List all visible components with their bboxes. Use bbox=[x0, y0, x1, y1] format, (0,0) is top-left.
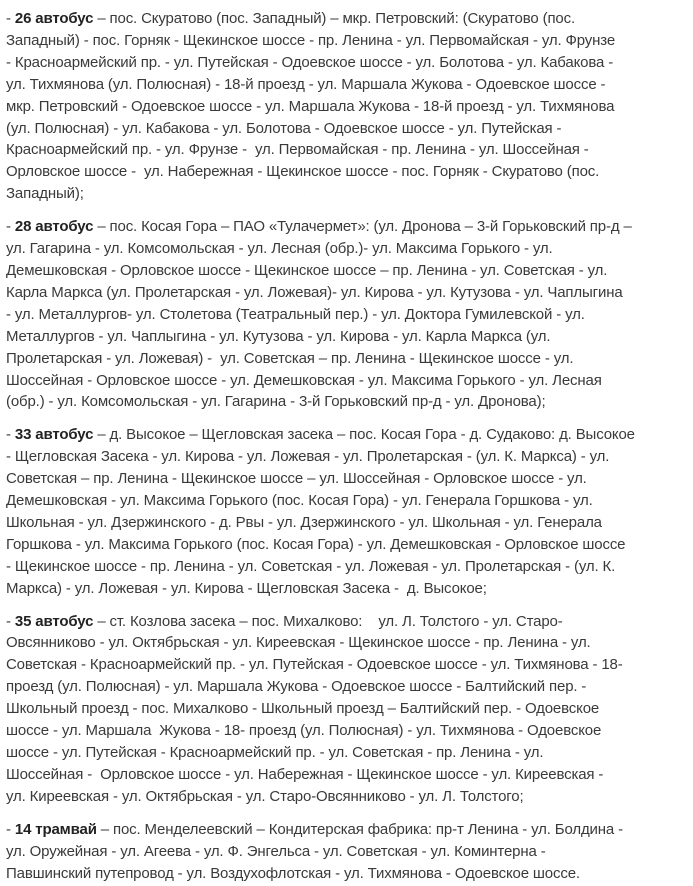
route-line: мкр. Петровский - Одоевское шоссе - ул. Маршала Жукова - 18-й проезд - ул. Тихмянова bbox=[6, 97, 615, 115]
route-line: (ул. Полюсная) - ул. Кабакова - ул. Болотова - Одоевское шоссе - ул. Путейская - bbox=[6, 119, 562, 137]
route-line bbox=[6, 8, 693, 30]
route-line: Металлургов - ул. Чаплыгина - ул. Кутузова - ул. Кирова - ул. Карла Маркса (ул. bbox=[6, 327, 551, 345]
route-text: – пос. Косая Гора – ПАО «Тулачермет»: (ул. Дронова – 3-й Горьковский пр-д – bbox=[93, 218, 632, 236]
route-line: шоссе - ул. Маршала Жукова - 18- проезд (ул. Полюсная) - ул. Тихмянова - Одоевское bbox=[6, 722, 602, 740]
route-26-bus bbox=[6, 8, 693, 205]
route-line: ул. Оружейная - ул. Агеева - ул. Ф. Энгельса - ул. Советская - ул. Коминтерна - bbox=[6, 842, 546, 860]
route-line: Демешковская - Орловское шоссе - Щекинское шоссе – пр. Ленина - ул. Советская - ул. bbox=[6, 261, 608, 279]
route-line: Западный); bbox=[6, 185, 84, 203]
route-line: Советская - Красноармейский пр. - ул. Путейская - Одоевское шоссе - ул. Тихмянова - 18- bbox=[6, 656, 623, 674]
route-line bbox=[6, 819, 693, 841]
route-line: Павшинский путепровод - ул. Воздухофлотская - ул. Тихмянова - Одоевское шоссе. bbox=[6, 864, 580, 882]
route-14-tram bbox=[6, 819, 693, 885]
route-label: 14 трамвай bbox=[14, 820, 97, 838]
route-line: Шоссейная - Орловское шоссе - ул. Набережная - Щекинское шоссе - ул. Киреевская - bbox=[6, 765, 604, 783]
route-line bbox=[6, 424, 693, 446]
route-line: Маркса) - ул. Ложевая - ул. Кирова - Щегловская Засека - д. Высокое; bbox=[6, 579, 487, 597]
route-line: ул. Гагарина - ул. Комсомольская - ул. Лесная (обр.)- ул. Максима Горького - ул. bbox=[6, 240, 553, 258]
route-line: проезд (ул. Полюсная) - ул. Маршала Жукова - Одоевское шоссе - Балтийский пер. - bbox=[6, 678, 587, 696]
route-line: Пролетарская - ул. Ложевая) - ул. Советская – пр. Ленина - Щекинское шоссе - ул. bbox=[6, 349, 574, 367]
route-prefix: - bbox=[6, 218, 15, 236]
route-label: 26 автобус bbox=[14, 10, 94, 27]
route-line bbox=[6, 216, 693, 238]
route-line: Западный) - пос. Горняк - Щекинское шоссе - пр. Ленина - ул. Первомайская - ул. Фрунзе bbox=[6, 31, 616, 49]
route-line: шоссе - ул. Путейская - Красноармейский пр. - ул. Советская - пр. Ленина - ул. bbox=[6, 744, 544, 761]
route-label: 35 автобус bbox=[14, 612, 94, 630]
route-line: - Щекинское шоссе - пр. Ленина - ул. Советская - ул. Ложевая - ул. Пролетарская - (ул. К. bbox=[6, 557, 616, 575]
route-line: Шоссейная - Орловское шоссе - ул. Демешковская - ул. Максима Горького - ул. Лесная bbox=[6, 371, 602, 389]
route-line: ул. Тихмянова (ул. Полюсная) - 18-й проезд - ул. Маршала Жукова - Одоевское шоссе - bbox=[6, 75, 606, 93]
route-line: - Щегловская Засека - ул. Кирова - ул. Ложевая - ул. Пролетарская - (ул. К. Маркса) - ул. bbox=[6, 448, 610, 466]
route-28-bus bbox=[6, 216, 693, 413]
route-line: Школьная - ул. Дзержинского - д. Рвы - ул. Дзержинского - ул. Школьная - ул. Генерала bbox=[6, 513, 602, 531]
route-line: Горшкова - ул. Максима Горького (пос. Косая Гора) - ул. Демешковская - Орловское шоссе bbox=[6, 535, 626, 553]
route-text: – пос. Скуратово (пос. Западный) – мкр. Петровский: (Скуратово (пос. bbox=[93, 10, 575, 27]
route-line: Овсянниково - ул. Октябрьская - ул. Киреевская - Щекинское шоссе - пр. Ленина - ул. bbox=[6, 634, 591, 652]
route-line: Орловское шоссе - ул. Набережная - Щекинское шоссе - пос. Горняк - Скуратово (пос. bbox=[6, 163, 600, 181]
route-text: – ст. Козлова засека – пос. Михалково: ул. Л. Толстого - ул. Старо- bbox=[93, 612, 563, 630]
route-line: - ул. Металлургов- ул. Столетова (Театральный пер.) - ул. Доктора Гумилевской - ул. bbox=[6, 305, 585, 323]
route-label: 33 автобус bbox=[14, 426, 94, 444]
route-prefix: - bbox=[6, 426, 15, 444]
route-line: Советская – пр. Ленина - Щекинское шоссе – ул. Шоссейная - Орловское шоссе - ул. bbox=[6, 470, 587, 488]
route-text: – пос. Менделеевский – Кондитерская фабрика: пр-т Ленина - ул. Болдина - bbox=[96, 820, 623, 838]
route-prefix: - bbox=[6, 10, 15, 27]
route-line: Красноармейский пр. - ул. Фрунзе - ул. Первомайская - пр. Ленина - ул. Шоссейная - bbox=[6, 141, 589, 159]
route-line bbox=[6, 611, 693, 633]
route-line: ул. Киреевская - ул. Октябрьская - ул. Старо-Овсянниково - ул. Л. Толстого; bbox=[6, 787, 524, 805]
route-prefix: - bbox=[6, 612, 15, 630]
route-line: Демешковская - ул. Максима Горького (пос. Косая Гора) - ул. Генерала Горшкова - ул. bbox=[6, 492, 593, 510]
route-33-bus bbox=[6, 424, 693, 599]
route-text: – д. Высокое – Щегловская засека – пос. Косая Гора - д. Судаково: д. Высокое bbox=[93, 426, 635, 444]
route-line: Карла Маркса (ул. Пролетарская - ул. Ложевая)- ул. Кирова - ул. Кутузова - ул. Чаплыгина bbox=[6, 283, 623, 301]
route-35-bus bbox=[6, 611, 693, 808]
route-line: (обр.) - ул. Комсомольская - ул. Гагарина - 3-й Горьковский пр-д - ул. Дронова); bbox=[6, 393, 546, 411]
route-label: 28 автобус bbox=[14, 218, 94, 236]
route-line: Школьный проезд - пос. Михалково - Школьный проезд – Балтийский пер. - Одоевское bbox=[6, 700, 600, 718]
route-line: - Красноармейский пр. - ул. Путейская - Одоевское шоссе - ул. Болотова - ул. Кабакова - bbox=[6, 53, 614, 71]
route-prefix: - bbox=[6, 820, 15, 838]
